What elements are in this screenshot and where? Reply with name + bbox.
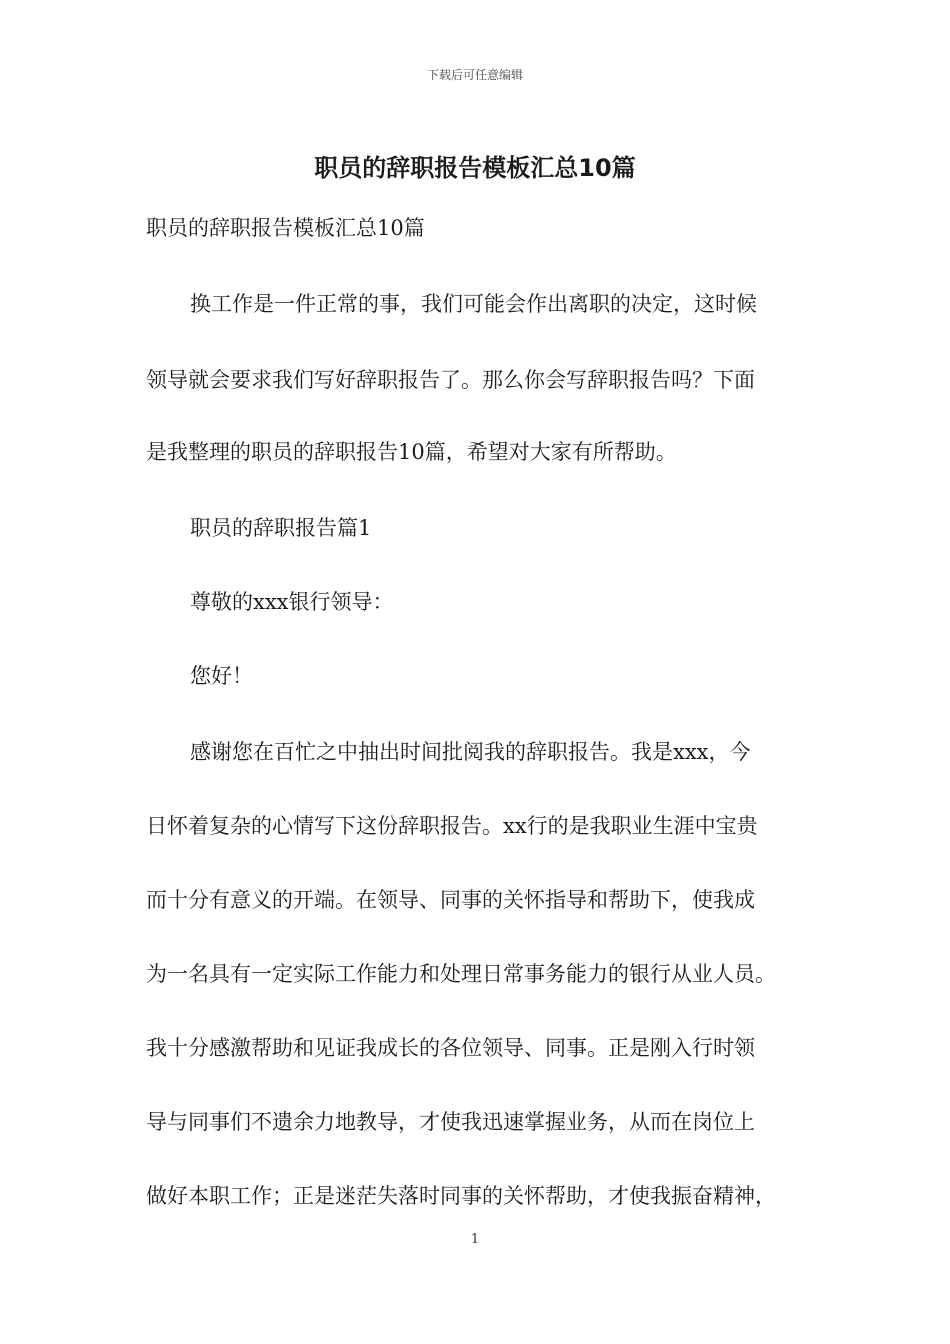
- subtitle-line: 职员的辞职报告模板汇总10篇: [146, 216, 425, 240]
- paragraph-line: 领导就会要求我们写好辞职报告了。那么你会写辞职报告吗？下面: [146, 368, 755, 392]
- paragraph-line: 感谢您在百忙之中抽出时间批阅我的辞职报告。我是xxx，今: [190, 740, 751, 764]
- greeting: 您好！: [190, 664, 253, 688]
- paragraph-line: 做好本职工作；正是迷茫失落时同事的关怀帮助，才使我振奋精神，: [146, 1184, 776, 1208]
- paragraph-line: 我十分感激帮助和见证我成长的各位领导、同事。正是刚入行时领: [146, 1036, 755, 1060]
- header-note: 下载后可任意编辑: [426, 68, 523, 82]
- paragraph-line: 是我整理的职员的辞职报告10篇，希望对大家有所帮助。: [146, 440, 677, 464]
- section-heading: 职员的辞职报告篇1: [190, 516, 372, 540]
- paragraph-line: 而十分有意义的开端。在领导、同事的关怀指导和帮助下，使我成: [146, 888, 755, 912]
- salutation: 尊敬的xxx银行领导：: [190, 590, 394, 614]
- paragraph-line: 为一名具有一定实际工作能力和处理日常事务能力的银行从业人员。: [146, 962, 776, 986]
- paragraph-line: 导与同事们不遗余力地教导，才使我迅速掌握业务，从而在岗位上: [146, 1110, 755, 1134]
- document-title: 职员的辞职报告模板汇总10篇: [314, 154, 636, 182]
- paragraph-line: 日怀着复杂的心情写下这份辞职报告。xx行的是我职业生涯中宝贵: [146, 814, 758, 838]
- paragraph-line: 换工作是一件正常的事，我们可能会作出离职的决定，这时候: [190, 292, 757, 316]
- page-number: 1: [470, 1232, 480, 1247]
